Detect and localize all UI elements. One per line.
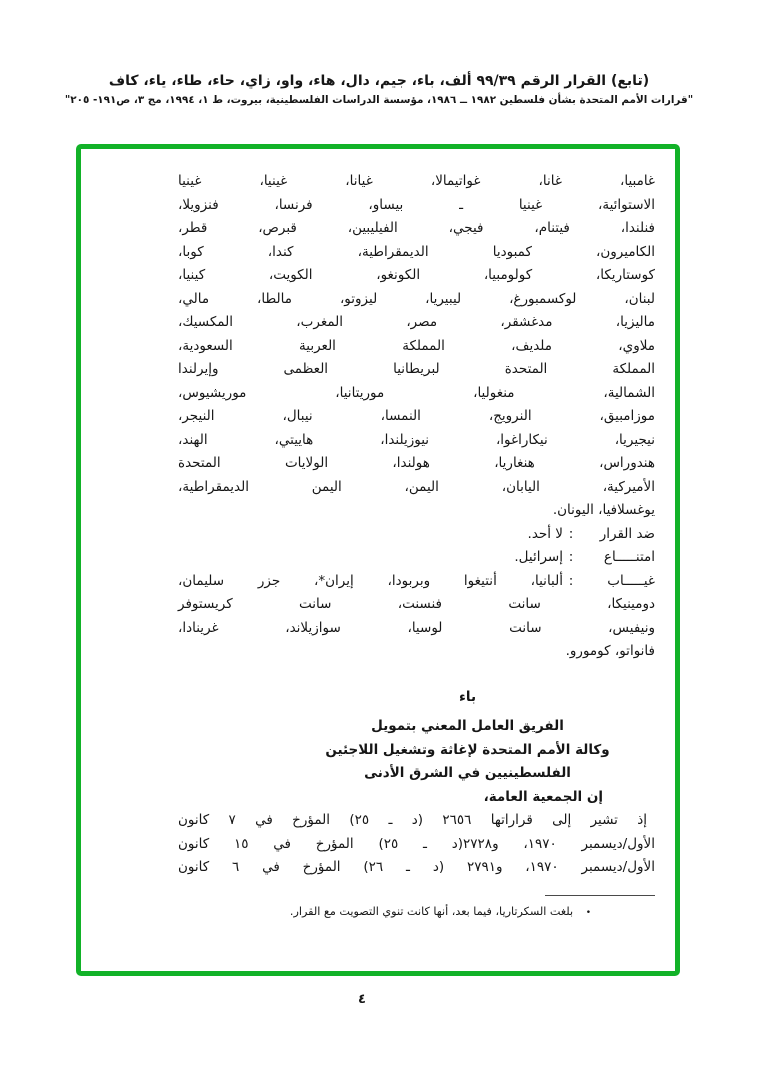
votes-for-line: المملكة المتحدة لبريطانيا العظمى وإيرلندا — [178, 361, 655, 377]
vote-against-label: ضد القرار — [599, 525, 655, 542]
vote-abstain-label: امتنـــــاع — [603, 549, 655, 565]
page-number: ٤ — [358, 992, 366, 1007]
vote-colon: : — [568, 525, 574, 542]
absent-line: دومينيكا، سانت فنسنت، سانت كريستوفر — [178, 596, 655, 612]
header-source-citation: "قرارات الأمم المتحدة بشأن فلسطين ١٩٨٢ ــ ١٩٨٦، مؤسسة الدراسات الفلسطينية، بيروت، ط ١، ١٩٩٤، مج ٣، ص١٩١- ٢٠٥" — [64, 94, 694, 106]
recall-line: الأول/ديسمبر ١٩٧٠، و٢٧٢٨(د ـ ٢٥) المؤرخ في ١٥ كانون — [178, 835, 656, 852]
footnote-marker: • — [585, 907, 591, 918]
page-text-column — [178, 170, 655, 921]
document-header — [0, 73, 758, 106]
footnote-row — [178, 904, 655, 921]
votes-for-line: موزامبيق، النرويج، النمسا، نيبال، النيجر، — [178, 408, 655, 424]
vote-against-row — [178, 523, 655, 547]
section-title-line: الفريق العامل المعني بتمويل — [371, 718, 564, 734]
vote-colon: : — [568, 549, 574, 565]
absent-line: ونيفيس، سانت لوسيا، سوازيلاند، غرينادا، — [178, 619, 655, 636]
votes-for-line: هندوراس، هنغاريا، هولندا، الولايات المتحدة — [178, 455, 655, 471]
votes-for-line: الكاميرون، كمبوديا الديمقراطية، كندا، كوبا، — [178, 243, 655, 260]
section-heading-block — [280, 686, 655, 786]
footnote-area — [178, 895, 655, 921]
section-letter: باء — [458, 688, 477, 705]
vertical-gap — [178, 664, 655, 686]
vote-absent-row — [178, 570, 655, 594]
footnote-text: بلغت السكرتاريا، فيما بعد، أنها كانت تنوي التصويت مع القرار. — [289, 904, 574, 918]
recall-paragraph — [178, 809, 655, 880]
header-continuation-title: (تابع) القرار الرقم ٩٩/٣٩ ألف، باء، جيم، دال، هاء، واو، زاي، حاء، طاء، ياء، كاف — [108, 73, 650, 89]
votes-for-line: ملاوي، ملديف، المملكة العربية السعودية، — [178, 337, 655, 354]
vote-absent-label: غيـــــاب — [607, 572, 655, 589]
section-title-line: الفلسطينيين في الشرق الأدنى — [364, 765, 571, 781]
votes-for-line-last: يوغسلافيا، اليونان. — [552, 502, 655, 518]
vote-against-value: لا أحد. — [527, 525, 563, 542]
recall-line: إذ تشير إلى قراراتها ٢٦٥٦ (د ـ ٢٥) المؤرخ في ٧ كانون — [178, 812, 647, 828]
vote-absent-continuation — [178, 593, 655, 664]
votes-for-line: غامبيا، غانا، غواتيمالا، غيانا، غينيا، غينيا — [178, 173, 655, 189]
votes-for-line: نيجيريا، نيكاراغوا، نيوزيلندا، هاييتي، الهند، — [178, 431, 655, 448]
votes-for-line: ماليزيا، مدغشقر، مصر، المغرب، المكسيك، — [178, 314, 655, 330]
votes-for-line: لبنان، لوكسمبورغ، ليبيريا، ليزوتو، مالطا، مالي، — [178, 290, 655, 307]
votes-for-line: الشمالية، منغوليا، موريتانيا، موريشيوس، — [178, 384, 655, 401]
votes-for-line: الأميركية، اليابان، اليمن، اليمن الديمقراطية، — [178, 478, 655, 495]
footnote-separator — [545, 895, 655, 896]
green-highlight-box — [76, 144, 680, 976]
vote-colon: : — [568, 572, 574, 589]
recall-line: الأول/ديسمبر ١٩٧٠، و٢٧٩١ (د ـ ٢٦) المؤرخ في ٦ كانون — [178, 859, 655, 875]
votes-for-line: فنلندا، فيتنام، فيجي، الفيليبين، قبرص، قطر، — [178, 220, 655, 236]
vote-abstain-value: إسرائيل. — [514, 549, 563, 565]
absent-line-last: فانواتو، كومورو. — [565, 643, 655, 659]
votes-for-line: كوستاريكا، كولومبيا، الكونغو، الكويت، كينيا، — [178, 267, 655, 283]
vote-abstain-row — [178, 546, 655, 570]
vote-absent-value: ألبانيا، أنتيغوا وبربودا، إيران*، جزر سليمان، — [178, 572, 563, 589]
section-title-line: وكالة الأمم المتحدة لإغاثة وتشغيل اللاجئين — [325, 741, 610, 758]
votes-for-line: الاستوائية، غينيا ـ بيساو، فرنسا، فنزويلا، — [178, 196, 655, 213]
votes-for-list — [178, 170, 655, 523]
assembly-lead-line: إن الجمعية العامة، — [483, 788, 603, 805]
